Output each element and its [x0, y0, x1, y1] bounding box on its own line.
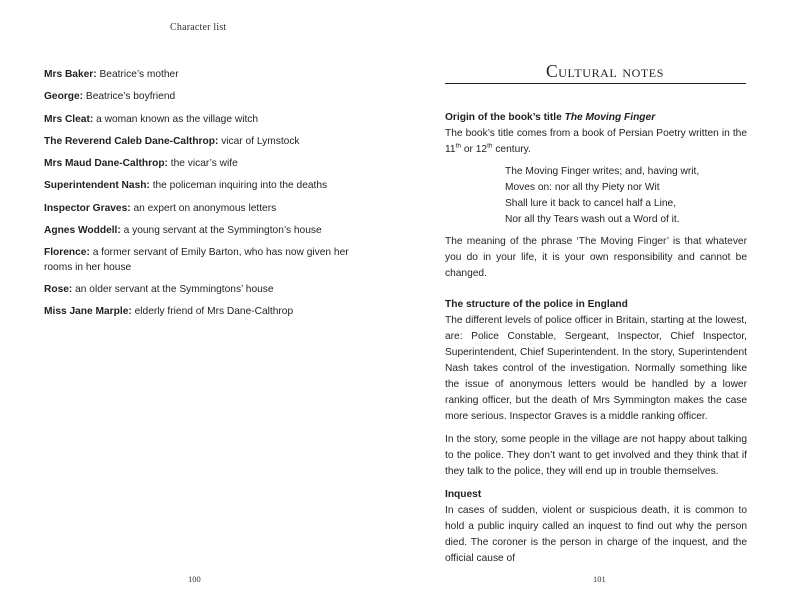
list-item — [44, 245, 364, 275]
character-description: a young servant at the Symmington’s house — [120, 225, 322, 237]
character-description: Beatrice’s mother — [96, 69, 179, 80]
list-item — [44, 201, 364, 216]
ordinal-suffix: th — [455, 142, 461, 150]
heading-rule — [445, 83, 746, 84]
character-name: Superintendent Nash: — [44, 180, 150, 192]
origin-subheading — [445, 110, 747, 126]
list-item — [44, 156, 364, 171]
character-name: The Reverend Caleb Dane-Calthrop: — [44, 135, 219, 147]
inquest-paragraph: In cases of sudden, violent or suspicious death, it is common to hold a public inquiry called an inquest to find out why the person died. The coroner is the person in charge of the inquest, and the official cause of — [445, 505, 747, 564]
meaning-paragraph: The meaning of the phrase ‘The Moving Finger’ is that whatever you do in your life, it is your own responsibility and cannot be changed. — [445, 236, 747, 279]
character-list — [44, 67, 364, 326]
character-name: Inspector Graves: — [44, 202, 131, 214]
character-description: an older servant at the Symmingtons’ house — [72, 283, 274, 295]
poem-line: Moves on: nor all thy Piety nor Wit — [505, 182, 660, 193]
poem-line: Nor all thy Tears wash out a Word of it. — [505, 214, 680, 225]
section-heading: Cultural notes — [546, 61, 665, 81]
character-name: Mrs Baker: — [44, 69, 97, 80]
character-description: an expert on anonymous letters — [130, 202, 277, 214]
origin-paragraph — [445, 126, 747, 158]
list-item — [44, 67, 364, 82]
poem-line: Shall lure it back to cancel half a Line, — [505, 198, 677, 209]
ordinal-suffix: th — [487, 142, 493, 150]
character-description: a woman known as the village witch — [93, 113, 259, 125]
list-item — [44, 112, 364, 127]
character-name: George: — [44, 91, 84, 103]
character-name: Mrs Cleat: — [44, 113, 94, 125]
character-description: Beatrice’s boyfriend — [83, 91, 176, 103]
origin-subheading-text: Origin of the book’s title — [445, 112, 565, 123]
character-name: Mrs Maud Dane-Calthrop: — [44, 158, 168, 170]
inquest-subheading: Inquest — [445, 489, 482, 500]
book-title-italic: The Moving Finger — [564, 112, 656, 123]
list-item — [44, 89, 364, 104]
character-name: Florence: — [44, 247, 90, 259]
list-item — [44, 134, 364, 149]
list-item — [44, 178, 364, 193]
police-subheading: The structure of the police in England — [445, 299, 628, 310]
running-head: Character list — [170, 22, 227, 33]
origin-text-part: century. — [492, 144, 531, 155]
character-description: the vicar’s wife — [167, 158, 238, 170]
poem-line: The Moving Finger writes; and, having writ, — [505, 166, 700, 177]
police-paragraph: The different levels of police officer in Britain, starting at the lowest, are: Police Constable, Sergeant, Inspector, Chief Inspector, Superintendent, Chief Superintendent. In the story, Superintendent Nash takes control of the investigation. Normally something like the issue of anonymous letters would be handled by a lower ranking officer, but the death of Mrs Symmington makes the case more serious. Inspector Graves is a middle ranking officer. — [445, 315, 747, 422]
poem-quote — [505, 164, 747, 228]
page-number: 101 — [593, 574, 606, 584]
character-name: Rose: — [44, 283, 73, 295]
page-number: 100 — [188, 574, 201, 584]
cultural-notes-body — [445, 110, 747, 567]
right-page — [396, 0, 792, 600]
character-description: vicar of Lymstock — [218, 135, 300, 147]
character-description: elderly friend of Mrs Dane-Calthrop — [131, 306, 294, 318]
police-paragraph-2: In the story, some people in the village are not happy about talking to the police. They don’t want to get involved and they think that if they talk to the police, they will end up in trouble themselves. — [445, 434, 747, 477]
origin-text-part: or 12 — [461, 144, 488, 155]
character-description: a former servant of Emily Barton, who has now given her rooms in her house — [44, 247, 349, 274]
character-name: Agnes Woddell: — [44, 225, 121, 237]
character-description: the policeman inquiring into the deaths — [149, 180, 328, 192]
origin-text-part: The book’s title comes from a book of Persian Poetry written in the 11 — [445, 128, 747, 155]
character-name: Miss Jane Marple: — [44, 306, 132, 318]
list-item — [44, 282, 364, 297]
list-item — [44, 304, 364, 319]
list-item — [44, 223, 364, 238]
